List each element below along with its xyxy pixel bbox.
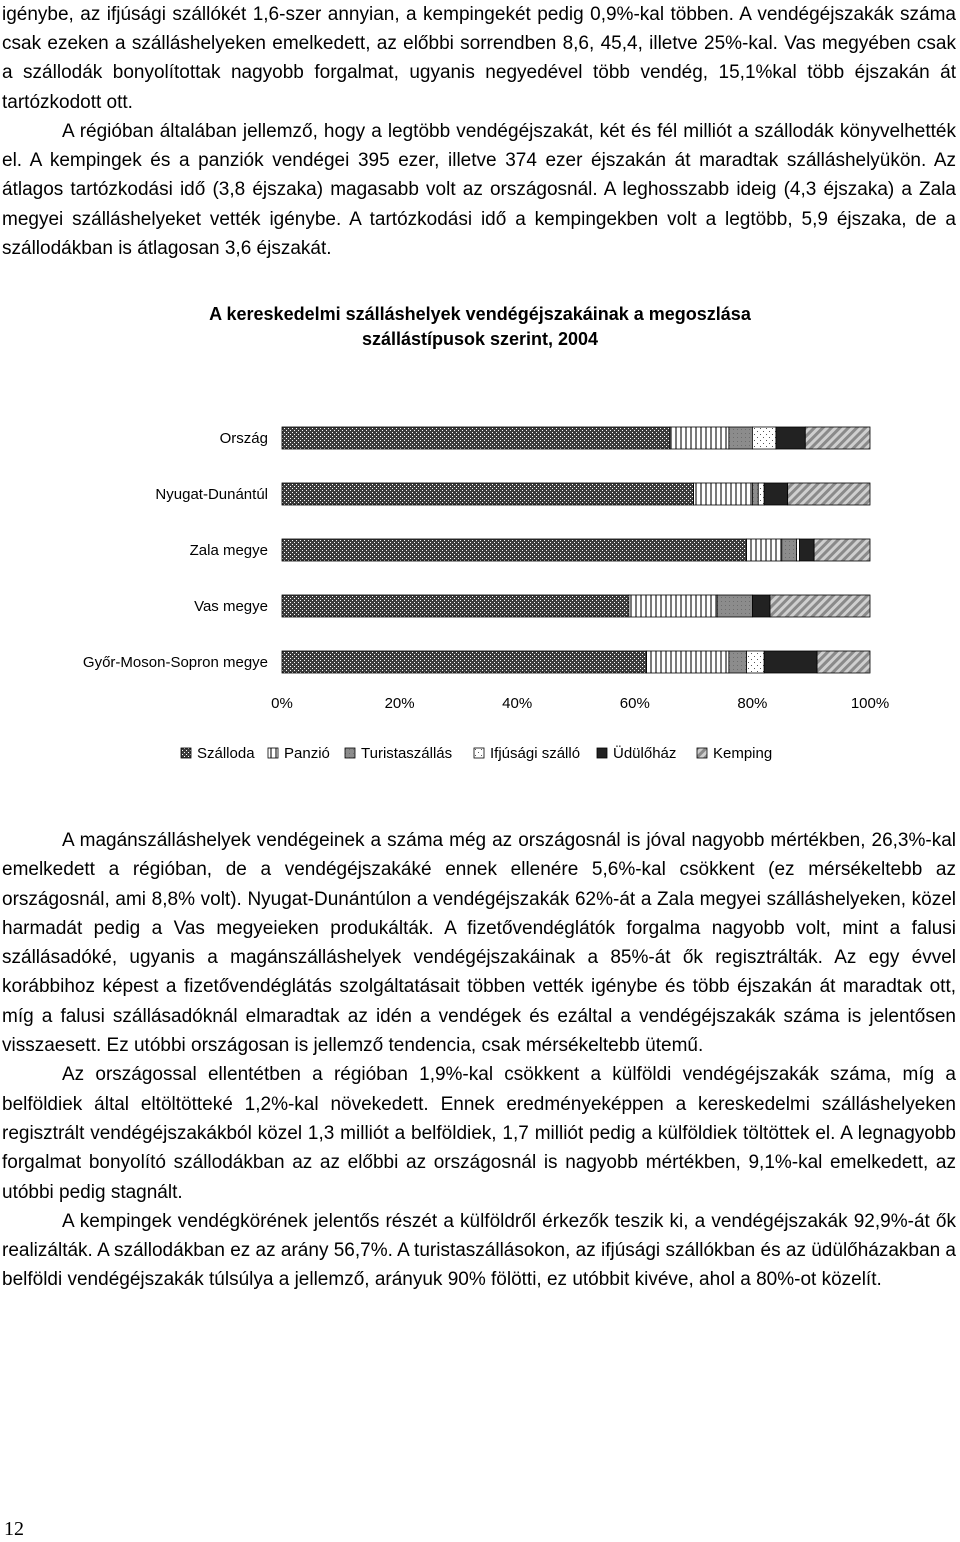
bar-orszag-szalloda xyxy=(282,427,670,449)
bar-gyor-moson-sopron-megye-kemping xyxy=(817,651,870,673)
x-tick-label: 20% xyxy=(384,695,415,712)
paragraph-foreign-domestic: Az országossal ellentétben a régióban 1,9%-kal csökkent a külföldi vendégéjszakák száma, míg a belföldiek által eltöltötteké 1,2%-kal növekedett. Ennek eredményeképpen a kereskedelmi szálláshelyeken regisztrált vendégéjszakákból közel 1,3 milliót a belföldiek, 1,7 milliót pedig a külföldiek töltöttek el. A legnagyobb forgalmat bonyolító szállodákban az az előbbi az országosnál is nagyobb mértékben, 9,1%-kal emelkedett, az utóbbi pedig stagnált. xyxy=(2,1064,956,1203)
bar-zala-megye-panzio xyxy=(747,539,782,561)
bar-gyor-moson-sopron-megye-ifjusagi-szallo xyxy=(747,651,765,673)
x-tick-label: 100% xyxy=(850,695,890,712)
legend-label-panzio: Panzió xyxy=(284,745,330,762)
category-label-vas-megye: Vas megye xyxy=(194,598,268,615)
x-tick-label: 60% xyxy=(619,695,650,712)
body-text-bottom xyxy=(2,826,956,1295)
category-label-gyor-moson-sopron-megye: Győr-Moson-Sopron megye xyxy=(82,654,268,671)
bar-zala-megye-turistaszallas xyxy=(782,539,797,561)
bar-gyor-moson-sopron-megye-szalloda xyxy=(282,651,647,673)
bar-zala-megye-ifjusagi-szallo xyxy=(797,539,800,561)
bar-vas-megye-panzio xyxy=(629,595,717,617)
legend-label-szalloda: Szálloda xyxy=(197,745,255,762)
legend-swatch-ifjusagi-szallo xyxy=(474,748,484,758)
legend-label-kemping: Kemping xyxy=(713,745,773,762)
legend-swatch-turistaszallas xyxy=(345,748,355,758)
legend-swatch-szalloda xyxy=(181,748,191,758)
x-tick-label: 80% xyxy=(737,695,768,712)
bar-orszag-turistaszallas xyxy=(729,427,753,449)
chart-title xyxy=(0,302,960,352)
bar-orszag-udulohaz xyxy=(776,427,805,449)
x-tick-label: 40% xyxy=(502,695,533,712)
bar-vas-megye-kemping xyxy=(770,595,870,617)
legend-swatch-kemping xyxy=(697,748,707,758)
bar-nyugat-dunantul-szalloda xyxy=(282,483,694,505)
bar-zala-megye-kemping xyxy=(814,539,870,561)
bar-nyugat-dunantul-ifjusagi-szallo xyxy=(758,483,764,505)
bar-orszag-ifjusagi-szallo xyxy=(752,427,776,449)
bar-nyugat-dunantul-panzio xyxy=(694,483,753,505)
chart-title-line-1: A kereskedelmi szálláshelyek vendégéjszakáinak a megoszlása xyxy=(209,304,751,324)
bar-vas-megye-udulohaz xyxy=(752,595,770,617)
paragraph-continued: igénybe, az ifjúsági szállókét 1,6-szer annyian, a kempingekét pedig 0,9%-kal többen. A vendégéjszakák száma csak ezeken a szálláshelyeken emelkedett, az előbbi sorrendben 8,6, 45,4, illetve 25%-kal. Vas megyében csak a szállodák bonyolítottak nagyobb forgalmat, ugyanis negyedével több vendég, 15,1%kal több éjszakán át tartózkodott ott. xyxy=(2,4,956,113)
page-number: 12 xyxy=(4,1518,24,1540)
paragraph-private-accommodation: A magánszálláshelyek vendégeinek a száma még az országosnál is jóval nagyobb mértékben, 26,3%-kal emelkedett a régióban, de a vendégéjszakáké ennek ellenére 5,6%-kal csökkent (ez mérsékeltebb az országosnál, ami 8,8% volt). Nyugat-Dunántúlon a vendégéjszakák 62%-át a Zala megyei szálláshelyeken, közel harmadát pedig a Vas megyeieken produkálták. A fizetővendéglátók forgalma nagyobb volt, mint a falusi szállásadóké, ugyanis a magánszálláshelyek vendégéjszakáinak a 85%-át ők regisztrálták. Az egy évvel korábbihoz képest a fizetővendéglátás szolgáltatásait többen vették igénybe és több éjszakán át maradtak ott, míg a falusi szállásadóknál elmaradtak az idén a vendégek és ezáltal a vendégéjszakák száma is jelentősen visszaesett. Ez utóbbi országosan is jellemző tendencia, csak mérsékeltebb ütemű. xyxy=(2,830,956,1057)
category-label-zala-megye: Zala megye xyxy=(189,542,268,559)
bar-nyugat-dunantul-udulohaz xyxy=(764,483,788,505)
bar-nyugat-dunantul-turistaszallas xyxy=(752,483,758,505)
bar-vas-megye-szalloda xyxy=(282,595,629,617)
bar-gyor-moson-sopron-megye-turistaszallas xyxy=(729,651,747,673)
paragraph-camping-guests: A kempingek vendégkörének jelentős részét a külföldről érkezők teszik ki, a vendégéjszakák 92,9%-át ők realizálták. A szállodákban ez az arány 56,7%. A turistaszállásokon, az ifjúsági szállókban és az üdülőházakban a belföldi vendégéjszakák túlsúlya a jellemző, arányuk 90% fölötti, ez utóbbit kivéve, ahol a 80%-ot közelít. xyxy=(2,1210,956,1291)
bar-vas-megye-turistaszallas xyxy=(717,595,752,617)
bar-gyor-moson-sopron-megye-panzio xyxy=(647,651,729,673)
legend-label-turistaszallas: Turistaszállás xyxy=(361,745,453,762)
legend-swatch-udulohaz xyxy=(597,748,607,758)
legend-label-ifjusagi-szallo: Ifjúsági szálló xyxy=(490,745,581,762)
category-label-orszag: Ország xyxy=(219,430,268,447)
bar-nyugat-dunantul-kemping xyxy=(788,483,870,505)
bar-gyor-moson-sopron-megye-udulohaz xyxy=(764,651,817,673)
bar-zala-megye-udulohaz xyxy=(799,539,814,561)
x-tick-label: 0% xyxy=(271,695,293,712)
category-label-nyugat-dunantul: Nyugat-Dunántúl xyxy=(155,486,268,503)
bar-orszag-panzio xyxy=(670,427,729,449)
bar-zala-megye-szalloda xyxy=(282,539,747,561)
bar-orszag-kemping xyxy=(805,427,870,449)
legend-label-udulohaz: Üdülőház xyxy=(613,745,677,762)
chart-title-line-2: szállástípusok szerint, 2004 xyxy=(361,329,599,349)
stacked-bar-chart xyxy=(0,400,960,780)
legend-swatch-panzio xyxy=(268,748,278,758)
paragraph-region-overview: A régióban általában jellemző, hogy a legtöbb vendégéjszakát, két és fél milliót a szállodák könyvelhették el. A kempingek és a panziók vendégei 395 ezer, illetve 374 ezer éjszakán át maradtak szálláshelyükön. Az átlagos tartózkodási idő (3,8 éjszaka) magasabb volt az országosnál. A leghosszabb ideig (4,3 éjszaka) a Zala megyei szálláshelyeket vették igénybe. A tartózkodási idő a kempingekben volt a legtöbb, 5,9 éjszaka, de a szállodákban is átlagosan 3,6 éjszakát. xyxy=(2,121,956,259)
